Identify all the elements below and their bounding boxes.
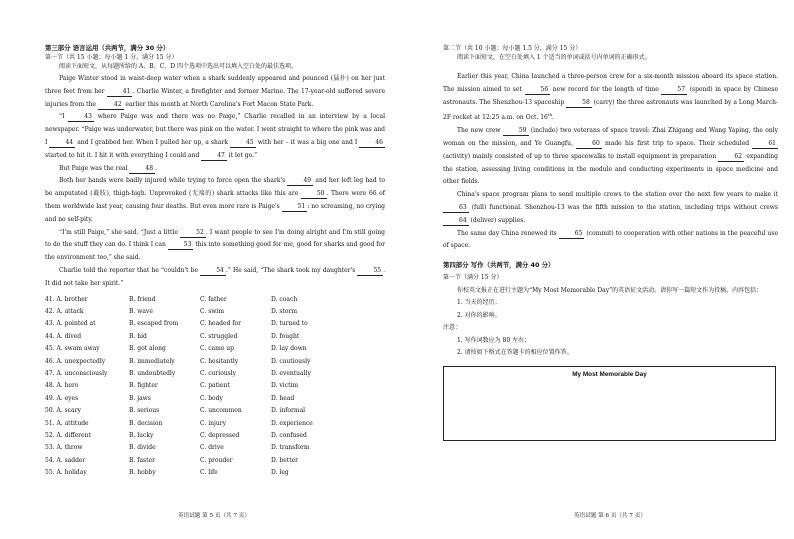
blank-42: 42: [98, 101, 124, 110]
blank-54: 54: [200, 267, 226, 276]
option-cell: C. father: [200, 295, 227, 303]
paragraph-3: [45, 163, 385, 176]
answer-box: [443, 366, 776, 441]
option-cell: 50. A. scary: [45, 407, 81, 415]
option-cell: B. got along: [129, 345, 166, 353]
paragraph-5: [45, 227, 385, 265]
option-cell: B. divide: [129, 444, 156, 452]
text: : no screaming, no crying and no self-pity.: [45, 202, 385, 223]
option-cell: B. decision: [129, 419, 163, 427]
option-cell: B. lucky: [129, 432, 154, 440]
text: (spend) in space by Chinese astronauts. The Shenzhou-13 spaceship: [443, 85, 779, 106]
text: .: [552, 114, 554, 122]
text: and her left leg had to be amputated (截肢), thigh-high. Unprovoked (无端的) shark attacks like this are: [45, 177, 385, 198]
text: Charlie told the reporter that he “couldn't be: [59, 266, 201, 274]
option-cell: D. head: [271, 394, 295, 402]
option-cell: 54. A. sadder: [45, 456, 86, 464]
text: made his first trip to space. Their scheduled: [601, 139, 753, 147]
instruction: 阅读下面短文，在空白处填入 1 个适当的单词或括号内单词的正确形式。: [457, 54, 651, 61]
options-table: [45, 294, 313, 480]
text: The new crew: [457, 127, 503, 135]
blank-51: 51: [282, 203, 308, 212]
option-cell: C. curiously: [200, 369, 237, 377]
option-cell: D. turned to: [271, 320, 308, 328]
note-2: 2. 请按如下格式在答题卡的相应位置作答。: [457, 349, 573, 357]
text: (activity) mainly consisted of up to three spacewalks to install equipment in preparation: [443, 152, 719, 160]
blank-53: 53: [168, 241, 194, 250]
paragraph-2: [443, 125, 778, 189]
option-cell: 46. A. unexpectedly: [45, 357, 106, 365]
blank-64: 64: [443, 217, 469, 226]
option-cell: D. experience: [271, 419, 313, 427]
text: (carry) the three astronauts was launched by a Long March-2F rocket at 12:25 a.m. on Oct. 16: [443, 98, 778, 122]
option-cell: 52. A. different: [45, 432, 91, 440]
option-row: [45, 430, 313, 442]
option-cell: D. leg: [271, 469, 289, 477]
option-cell: D. coach: [271, 295, 298, 303]
text: started to hit it. I hit it with everything I could and: [45, 151, 202, 159]
blank-56: 56: [525, 86, 551, 95]
option-cell: D. informal: [271, 407, 306, 415]
text: (full) functional. Shenzhou-13 was the fifth mission to the station, including trips without crews: [468, 203, 778, 211]
option-row: [45, 442, 313, 454]
paragraph-3: [443, 189, 778, 227]
blank-52: 52: [180, 229, 206, 238]
text: Paige Winter stood in waist-deep water when a shark suddenly appeared and pounced (猛扑) on her just three feet from her: [45, 75, 385, 95]
text: .: [155, 164, 157, 172]
point-1: 1. 当天的经历；: [457, 299, 501, 307]
option-row: [45, 393, 313, 405]
text: earlier this month at North Carolina's Fort Macon State Park.: [123, 100, 314, 108]
blank-49: 49: [287, 177, 313, 186]
text: (commit) to cooperation with other nations in the peaceful use of space.: [443, 229, 779, 250]
text: this into something good for me, good for sharks and good for the environment too,” she said.: [45, 241, 385, 262]
point-2: 2. 对你的影响。: [457, 311, 501, 319]
option-cell: B. escaped from: [129, 320, 179, 328]
instruction: 阅读下面短文，从每题所给的 A、B、C、D 四个选项中选出可以填入空白处的最佳选项。: [59, 63, 297, 70]
section4-part: 第一节（满分 15 分）: [443, 274, 503, 282]
blank-50: 50: [301, 190, 327, 199]
option-cell: D. cautiously: [271, 357, 311, 365]
blank-63: 63: [443, 204, 469, 213]
option-cell: D. eventually: [271, 369, 311, 377]
part-title: 第一节（共 15 小题；每小题 1 分，满分 15 分）: [45, 54, 178, 61]
text: “I'm still Paige,” she said. “Just a little: [59, 228, 181, 236]
option-cell: C. hesitantly: [200, 357, 239, 365]
writing-prompt: 你校英文报正在进行主题为“My Most Memorable Day”的英语征文活动。请你写一篇短文作为投稿，内容包括：: [457, 286, 763, 294]
blank-58: 58: [566, 99, 592, 108]
blank-65: 65: [559, 230, 585, 239]
answer-box-title: My Most Memorable Day: [572, 370, 647, 378]
option-row: [45, 467, 313, 479]
blank-45: 45: [230, 139, 256, 148]
option-cell: C. headed for: [200, 320, 242, 328]
option-cell: B. friend: [129, 295, 156, 303]
option-cell: 48. A. hero: [45, 382, 79, 390]
text: The same day China renewed its: [457, 229, 559, 237]
option-cell: 43. A. pointed at: [45, 320, 96, 328]
text: th: [547, 112, 553, 118]
blank-60: 60: [576, 140, 602, 149]
text: it let go.”: [226, 151, 258, 159]
blank-41: 41: [107, 88, 133, 97]
option-cell: C. patient: [200, 382, 230, 390]
option-cell: 53. A. throw: [45, 444, 83, 452]
option-row: [45, 306, 313, 318]
option-cell: B. immediately: [129, 357, 175, 365]
option-cell: D. confused: [271, 432, 307, 440]
left-page: [45, 44, 385, 480]
option-row: [45, 380, 313, 392]
option-cell: B. hobby: [129, 469, 156, 477]
option-cell: D. victim: [271, 382, 299, 390]
blank-48: 48: [129, 165, 155, 174]
note-1: 1. 写作词数应为 80 左右；: [457, 336, 531, 344]
option-cell: C. struggled: [200, 332, 238, 340]
text: . It did not take her spirit.”: [45, 266, 385, 287]
section-title: 第三部分 语言运用（共两节，满分 30 分）: [45, 44, 170, 52]
text: expanding the station, assessing living conditions in the module and conducting experiments in space medicine and other fields.: [443, 152, 778, 186]
text: (include) two veterans of space travel: Zhai Zhigang and Wang Yaping, the only woman on the mission, and Ye Guangfu,: [443, 127, 779, 147]
right-page: [443, 44, 778, 441]
option-cell: D. lay down: [271, 345, 307, 353]
option-row: [45, 418, 313, 430]
option-cell: D. transform: [271, 444, 310, 452]
text: .” He said, “The shark took my daughter's: [225, 266, 358, 274]
blank-47: 47: [201, 152, 227, 161]
option-cell: 49. A. eyes: [45, 394, 79, 402]
option-cell: 51. A. attitude: [45, 419, 89, 427]
option-row: [45, 294, 313, 306]
text: Both her hands were badly injured while trying to force open the shark's: [59, 177, 288, 185]
option-cell: C. life: [200, 469, 218, 477]
text: and I grabbed her. When I pulled her up, a shark: [75, 138, 231, 146]
text: China's space program plans to send multiple crews to the station over the next few years to make it: [457, 191, 778, 199]
option-cell: B. hid: [129, 332, 147, 340]
option-cell: C. injury: [200, 419, 226, 427]
option-cell: C. swim: [200, 307, 225, 315]
option-row: [45, 455, 313, 467]
option-row: [45, 356, 313, 368]
notes-title: 注意：: [443, 324, 462, 332]
part-title: 第二节（共 10 小题；每小题 1.5 分，满分 15 分）: [443, 45, 582, 52]
option-cell: B. wave: [129, 307, 153, 315]
page-footer-left: 英语试题 第 5 页（共 7 页）: [178, 513, 250, 519]
option-cell: B. faster: [129, 456, 155, 464]
blank-62: 62: [718, 153, 744, 162]
text: new record for the length of time: [550, 85, 662, 93]
paragraph-4: [45, 175, 385, 226]
option-row: [45, 343, 313, 355]
text: “I: [59, 113, 69, 121]
option-cell: D. fought: [271, 332, 300, 340]
blank-57: 57: [661, 86, 687, 95]
text: . Charlie Winter, a firefighter and former Marine. The 17-year-old suffered severe injuries from the: [45, 87, 385, 108]
option-cell: 47. A. unconsciously: [45, 369, 108, 377]
option-row: [45, 405, 313, 417]
section4-title: 第四部分 写作（共两节，满分 40 分）: [443, 261, 555, 270]
option-cell: B. jaws: [129, 394, 151, 402]
text: . I want people to see I'm doing alright and I'm still going to do the stuff they can do. I think I can: [45, 228, 386, 249]
blank-43: 43: [68, 113, 94, 122]
paragraph-2: [45, 111, 385, 162]
text: . There were 66 of them worldwide last year, causing four deaths. But even more rare is Paige's: [45, 190, 385, 210]
text: (deliver) supplies.: [468, 216, 526, 224]
text: where Paige was and there was no Paige,” Charlie recalled in an interview by a local newspaper. “Paige was underwater, but there was pink on the water. I went straight to where the pink was and I: [45, 113, 385, 146]
option-cell: C. came up: [200, 345, 234, 353]
option-cell: 44. A. dived: [45, 332, 82, 340]
option-cell: 45. A. swam away: [45, 345, 100, 353]
paragraph-4: [443, 228, 778, 254]
paragraph-1: [443, 71, 778, 125]
option-cell: B. undoubtedly: [129, 369, 176, 377]
option-cell: 55. A. holiday: [45, 469, 87, 477]
option-row: [45, 331, 313, 343]
page-footer-right: 英语试题 第 6 页（共 7 页）: [574, 513, 646, 519]
option-cell: C. prouder: [200, 456, 233, 464]
option-cell: D. storm: [271, 307, 298, 315]
option-cell: B. serious: [129, 407, 160, 415]
option-cell: B. fighter: [129, 382, 158, 390]
option-cell: D. better: [271, 456, 299, 464]
option-cell: 41. A. brother: [45, 295, 88, 303]
blank-55: 55: [357, 267, 383, 276]
paragraph-1: [45, 73, 385, 111]
blank-46: 46: [359, 139, 385, 148]
option-cell: C. depressed: [200, 432, 240, 440]
paragraph-6: [45, 265, 385, 291]
option-cell: C. body: [200, 394, 223, 402]
blank-59: 59: [503, 127, 529, 136]
text: Earlier this year, China launched a three-person crew for a six-month mission aboard its space station. The mission aimed to set: [443, 73, 778, 93]
option-row: [45, 318, 313, 330]
text: with her – it was a big one and I: [255, 138, 360, 146]
blank-61: 61: [752, 140, 778, 149]
option-cell: C. uncommon: [200, 407, 242, 415]
option-row: [45, 368, 313, 380]
text: But Paige was the real: [59, 164, 130, 172]
blank-44: 44: [49, 139, 75, 148]
option-cell: 42. A. attack: [45, 307, 84, 315]
option-cell: C. drive: [200, 444, 224, 452]
